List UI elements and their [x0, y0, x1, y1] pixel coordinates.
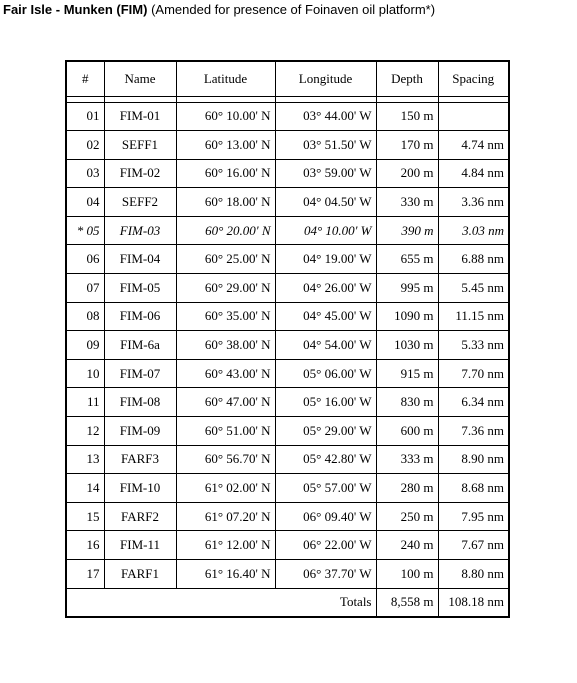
cell-depth: 1090 m	[376, 302, 438, 331]
cell-spacing: 5.33 nm	[438, 331, 509, 360]
cell-latitude: 60° 47.00' N	[176, 388, 275, 417]
cell-longitude: 05° 42.80' W	[275, 445, 376, 474]
cell-depth: 1030 m	[376, 331, 438, 360]
station-table	[65, 60, 510, 618]
cell-name: FIM-03	[104, 216, 176, 245]
cell-spacing: 7.67 nm	[438, 531, 509, 560]
cell-latitude: 61° 12.00' N	[176, 531, 275, 560]
cell-latitude: 61° 16.40' N	[176, 560, 275, 589]
cell-depth: 280 m	[376, 474, 438, 503]
cell-latitude: 61° 02.00' N	[176, 474, 275, 503]
cell-number: 01	[66, 102, 104, 131]
cell-longitude: 04° 26.00' W	[275, 274, 376, 303]
cell-name: FIM-07	[104, 359, 176, 388]
cell-number: 09	[66, 331, 104, 360]
cell-longitude: 04° 45.00' W	[275, 302, 376, 331]
cell-name: FIM-02	[104, 159, 176, 188]
table-row	[66, 216, 509, 245]
cell-number: 11	[66, 388, 104, 417]
cell-depth: 390 m	[376, 216, 438, 245]
totals-label: Totals	[66, 588, 376, 617]
cell-longitude: 05° 16.00' W	[275, 388, 376, 417]
cell-spacing: 4.84 nm	[438, 159, 509, 188]
cell-name: FIM-05	[104, 274, 176, 303]
cell-depth: 200 m	[376, 159, 438, 188]
table-row	[66, 131, 509, 160]
cell-name: FIM-10	[104, 474, 176, 503]
cell-latitude: 60° 20.00' N	[176, 216, 275, 245]
table-row	[66, 417, 509, 446]
cell-spacing: 7.36 nm	[438, 417, 509, 446]
cell-number: * 05	[66, 216, 104, 245]
totals-depth: 8,558 m	[376, 588, 438, 617]
cell-longitude: 03° 44.00' W	[275, 102, 376, 131]
document-heading	[3, 2, 435, 17]
cell-latitude: 60° 10.00' N	[176, 102, 275, 131]
heading-title: Fair Isle - Munken (FIM)	[3, 2, 148, 17]
cell-name: FIM-06	[104, 302, 176, 331]
cell-latitude: 60° 38.00' N	[176, 331, 275, 360]
cell-longitude: 03° 51.50' W	[275, 131, 376, 160]
cell-depth: 100 m	[376, 560, 438, 589]
cell-longitude: 06° 37.70' W	[275, 560, 376, 589]
header-name: Name	[104, 61, 176, 96]
cell-depth: 250 m	[376, 502, 438, 531]
cell-longitude: 04° 10.00' W	[275, 216, 376, 245]
table-row	[66, 445, 509, 474]
cell-number: 02	[66, 131, 104, 160]
cell-name: FIM-08	[104, 388, 176, 417]
cell-latitude: 61° 07.20' N	[176, 502, 275, 531]
cell-depth: 170 m	[376, 131, 438, 160]
cell-spacing: 11.15 nm	[438, 302, 509, 331]
cell-latitude: 60° 35.00' N	[176, 302, 275, 331]
cell-latitude: 60° 13.00' N	[176, 131, 275, 160]
cell-depth: 655 m	[376, 245, 438, 274]
cell-name: FIM-04	[104, 245, 176, 274]
cell-latitude: 60° 29.00' N	[176, 274, 275, 303]
cell-name: SEFF1	[104, 131, 176, 160]
cell-name: FIM-11	[104, 531, 176, 560]
table-row	[66, 474, 509, 503]
cell-number: 08	[66, 302, 104, 331]
header-longitude: Longitude	[275, 61, 376, 96]
cell-longitude: 05° 06.00' W	[275, 359, 376, 388]
cell-latitude: 60° 16.00' N	[176, 159, 275, 188]
cell-longitude: 05° 57.00' W	[275, 474, 376, 503]
cell-number: 16	[66, 531, 104, 560]
cell-name: SEFF2	[104, 188, 176, 217]
cell-name: FARF2	[104, 502, 176, 531]
cell-number: 15	[66, 502, 104, 531]
table-row	[66, 388, 509, 417]
cell-spacing: 4.74 nm	[438, 131, 509, 160]
totals-spacing: 108.18 nm	[438, 588, 509, 617]
table-row	[66, 245, 509, 274]
cell-latitude: 60° 25.00' N	[176, 245, 275, 274]
cell-longitude: 05° 29.00' W	[275, 417, 376, 446]
cell-depth: 150 m	[376, 102, 438, 131]
cell-spacing	[438, 102, 509, 131]
cell-number: 06	[66, 245, 104, 274]
totals-row	[66, 588, 509, 617]
cell-spacing: 3.36 nm	[438, 188, 509, 217]
cell-depth: 330 m	[376, 188, 438, 217]
cell-number: 17	[66, 560, 104, 589]
table-row	[66, 274, 509, 303]
table-row	[66, 102, 509, 131]
cell-spacing: 8.80 nm	[438, 560, 509, 589]
cell-name: FARF1	[104, 560, 176, 589]
cell-longitude: 04° 04.50' W	[275, 188, 376, 217]
cell-spacing: 7.95 nm	[438, 502, 509, 531]
cell-number: 03	[66, 159, 104, 188]
cell-longitude: 06° 22.00' W	[275, 531, 376, 560]
cell-depth: 240 m	[376, 531, 438, 560]
table-row	[66, 502, 509, 531]
cell-spacing: 7.70 nm	[438, 359, 509, 388]
cell-number: 14	[66, 474, 104, 503]
cell-longitude: 06° 09.40' W	[275, 502, 376, 531]
cell-spacing: 8.90 nm	[438, 445, 509, 474]
cell-number: 13	[66, 445, 104, 474]
cell-spacing: 3.03 nm	[438, 216, 509, 245]
cell-number: 07	[66, 274, 104, 303]
table-row	[66, 560, 509, 589]
header-latitude: Latitude	[176, 61, 275, 96]
cell-latitude: 60° 56.70' N	[176, 445, 275, 474]
header-number: #	[66, 61, 104, 96]
cell-longitude: 04° 54.00' W	[275, 331, 376, 360]
table-row	[66, 188, 509, 217]
cell-longitude: 03° 59.00' W	[275, 159, 376, 188]
cell-spacing: 8.68 nm	[438, 474, 509, 503]
cell-spacing: 6.34 nm	[438, 388, 509, 417]
table-row	[66, 302, 509, 331]
cell-latitude: 60° 51.00' N	[176, 417, 275, 446]
table-row	[66, 531, 509, 560]
table-body	[66, 102, 509, 588]
cell-depth: 915 m	[376, 359, 438, 388]
header-row	[66, 61, 509, 96]
cell-depth: 600 m	[376, 417, 438, 446]
cell-depth: 333 m	[376, 445, 438, 474]
cell-number: 04	[66, 188, 104, 217]
heading-note: (Amended for presence of Foinaven oil platform*)	[147, 2, 436, 17]
cell-name: FIM-6a	[104, 331, 176, 360]
header-spacing: Spacing	[438, 61, 509, 96]
table-row	[66, 359, 509, 388]
cell-spacing: 5.45 nm	[438, 274, 509, 303]
cell-spacing: 6.88 nm	[438, 245, 509, 274]
cell-depth: 995 m	[376, 274, 438, 303]
cell-number: 12	[66, 417, 104, 446]
table-row	[66, 159, 509, 188]
cell-depth: 830 m	[376, 388, 438, 417]
cell-latitude: 60° 43.00' N	[176, 359, 275, 388]
cell-name: FIM-09	[104, 417, 176, 446]
cell-name: FIM-01	[104, 102, 176, 131]
header-depth: Depth	[376, 61, 438, 96]
cell-longitude: 04° 19.00' W	[275, 245, 376, 274]
cell-latitude: 60° 18.00' N	[176, 188, 275, 217]
cell-number: 10	[66, 359, 104, 388]
cell-name: FARF3	[104, 445, 176, 474]
table-row	[66, 331, 509, 360]
